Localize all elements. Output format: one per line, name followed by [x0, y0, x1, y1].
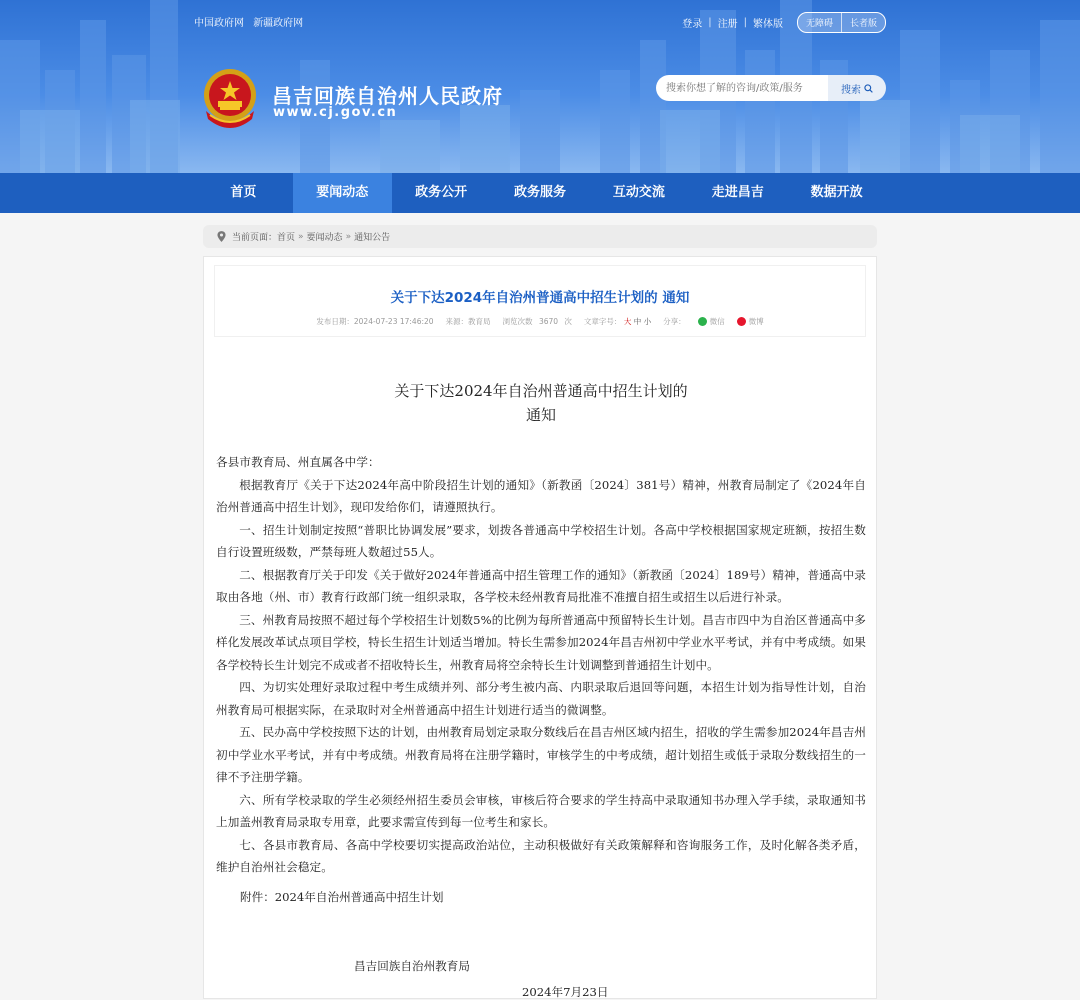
register-link[interactable]: 注册: [717, 19, 738, 30]
nav-item-home[interactable]: 首页: [230, 185, 257, 200]
breadcrumb-separator: »: [298, 231, 304, 242]
issuing-authority: 昌吉回族自治州教育局: [354, 959, 470, 973]
share-wechat-label: 微信: [709, 317, 725, 326]
link-xinjiang-gov[interactable]: 新疆政府网: [253, 18, 304, 29]
site-title: 昌吉回族自治州人民政府: [272, 84, 503, 108]
publish-date-label: 发布日期：: [316, 317, 354, 326]
document-title: [204, 379, 878, 427]
nav-item-open-data[interactable]: 数据开放: [810, 185, 863, 200]
source-label: 来源：: [445, 317, 469, 326]
document-title-line1: 关于下达2024年自治州普通高中招生计划的: [394, 382, 688, 400]
divider: |: [743, 17, 747, 28]
accessible-mode-button[interactable]: 无障碍: [805, 19, 833, 29]
top-right-bar: [676, 12, 886, 33]
nav-item-gov-affairs[interactable]: 政务公开: [415, 185, 468, 200]
nav-item-services[interactable]: 政务服务: [514, 185, 567, 200]
source-value: 教育局: [468, 317, 491, 326]
elder-mode-button[interactable]: 长者版: [841, 13, 885, 32]
location-pin-icon: [217, 231, 226, 242]
main-nav: [0, 173, 1080, 213]
top-links: [194, 14, 309, 29]
link-gov-cn[interactable]: 中国政府网: [194, 18, 244, 29]
share-weibo-label: 微博: [748, 317, 764, 326]
views-count: 3670: [538, 317, 559, 326]
weibo-icon: [737, 317, 746, 326]
paragraph: 三、州教育局按照不超过每个学校招生计划数5%的比例为每所普通高中预留特长生计划。昌吉市四中为自治区普通高中多样化发展改革试点项目学校，特长生招生计划适当增加。特长生需参加2024年昌吉州初中学业水平考试，并有中考成绩。如果各学校特长生计划完不成或者不招收特长生，州教育局将空余特长生计划调整到普通招生计划中。: [216, 612, 866, 672]
article-panel: [203, 256, 877, 999]
paragraph: 五、民办高中学校按照下达的计划，由州教育局划定录取分数线后在昌吉州区域内招生，招收的学生需参加2024年昌吉州初中学业水平考试，并有中考成绩。州教育局将在注册学籍时，审核学生的中考成绩，超计划招生或低于录取分数线招生的一律不予注册学籍。: [216, 725, 866, 784]
share-wechat-button[interactable]: [698, 316, 725, 327]
accessibility-toggle: [797, 12, 886, 33]
views-label: 浏览次数: [502, 317, 533, 326]
font-size-medium-button[interactable]: 中: [633, 317, 642, 326]
search-bar: [656, 75, 886, 101]
nav-item-about-changji[interactable]: 走进昌吉: [711, 185, 764, 200]
breadcrumb-prefix: 当前页面：: [232, 233, 278, 243]
article-header: [214, 265, 866, 337]
document-title-line2: 通知: [525, 406, 556, 424]
font-size-label: 文章字号：: [583, 317, 622, 326]
paragraph: 根据教育厅《关于下达2024年高中阶段招生计划的通知》（新教函〔2024〕381号）精神，州教育局制定了《2024年自治州普通高中招生计划》，现印发给你们，请遵照执行。: [216, 477, 866, 514]
paragraph: 六、所有学校录取的学生必须经州招生委员会审核，审核后符合要求的学生持高中录取通知书办理入学手续，录取通知书上加盖州教育局录取专用章，此要求需宣传到每一位考生和家长。: [216, 792, 866, 829]
divider: |: [708, 17, 712, 28]
search-icon: [864, 84, 873, 93]
article-title: 关于下达2024年自治州普通高中招生计划的 通知: [390, 290, 690, 306]
city-skyline-background: [0, 0, 1080, 173]
salutation: 各县市教育局、州直属各中学：: [216, 455, 380, 469]
login-link[interactable]: 登录: [682, 19, 703, 30]
search-input[interactable]: [656, 75, 828, 101]
font-size-large-button[interactable]: 大: [623, 317, 632, 326]
paragraph: 四、为切实处理好录取过程中考生成绩并列、部分考生被内高、内职录取后退回等问题，本招生计划为指导性计划，自治州教育局可根据实际，在录取时对全州普通高中招生计划进行适当的微调整。: [216, 680, 866, 717]
breadcrumb-news[interactable]: 要闻动态: [306, 233, 343, 243]
national-emblem-logo: [200, 67, 260, 131]
nav-item-news[interactable]: 要闻动态: [293, 173, 392, 213]
font-size-small-button[interactable]: 小: [643, 317, 652, 326]
search-button[interactable]: [828, 75, 886, 101]
share-label: 分享：: [663, 317, 686, 326]
paragraph: 一、招生计划制定按照“普职比协调发展”要求，划拨各普通高中学校招生计划。各高中学校根据国家规定班额，按招生数自行设置班级数，严禁每班人数超过55人。: [216, 522, 866, 559]
breadcrumb-notices[interactable]: 通知公告: [354, 233, 391, 243]
paragraph: 七、各县市教育局、各高中学校要切实提高政治站位，主动积极做好有关政策解释和咨询服务工作，及时化解各类矛盾，维护自治州社会稳定。: [216, 837, 866, 874]
paragraph: 二、根据教育厅关于印发《关于做好2024年普通高中招生管理工作的通知》（新教函〔2024〕189号）精神，普通高中录取由各地（州、市）教育行政部门统一组织录取，各学校未经州教育局批准不准擅自招生或招生以后进行补录。: [216, 567, 866, 604]
attachment-link[interactable]: 附件：2024年自治州普通高中招生计划: [240, 890, 444, 904]
breadcrumb-home[interactable]: 首页: [277, 233, 296, 243]
views-unit: 次: [564, 317, 572, 326]
traditional-chinese-link[interactable]: 繁体版: [752, 19, 783, 30]
publish-date: 2024-07-23 17:46:20: [353, 317, 434, 326]
wechat-icon: [698, 317, 707, 326]
search-button-label: 搜索: [841, 84, 861, 96]
site-header: [0, 0, 1080, 173]
document-body: [216, 451, 866, 879]
breadcrumb-separator: »: [345, 231, 352, 242]
article-meta: [215, 316, 865, 327]
issue-date: 2024年7月23日: [522, 985, 609, 999]
nav-item-interaction[interactable]: 互动交流: [612, 185, 665, 200]
breadcrumb: [203, 225, 877, 248]
share-weibo-button[interactable]: [737, 316, 764, 327]
site-url: www.cj.gov.cn: [273, 105, 398, 120]
